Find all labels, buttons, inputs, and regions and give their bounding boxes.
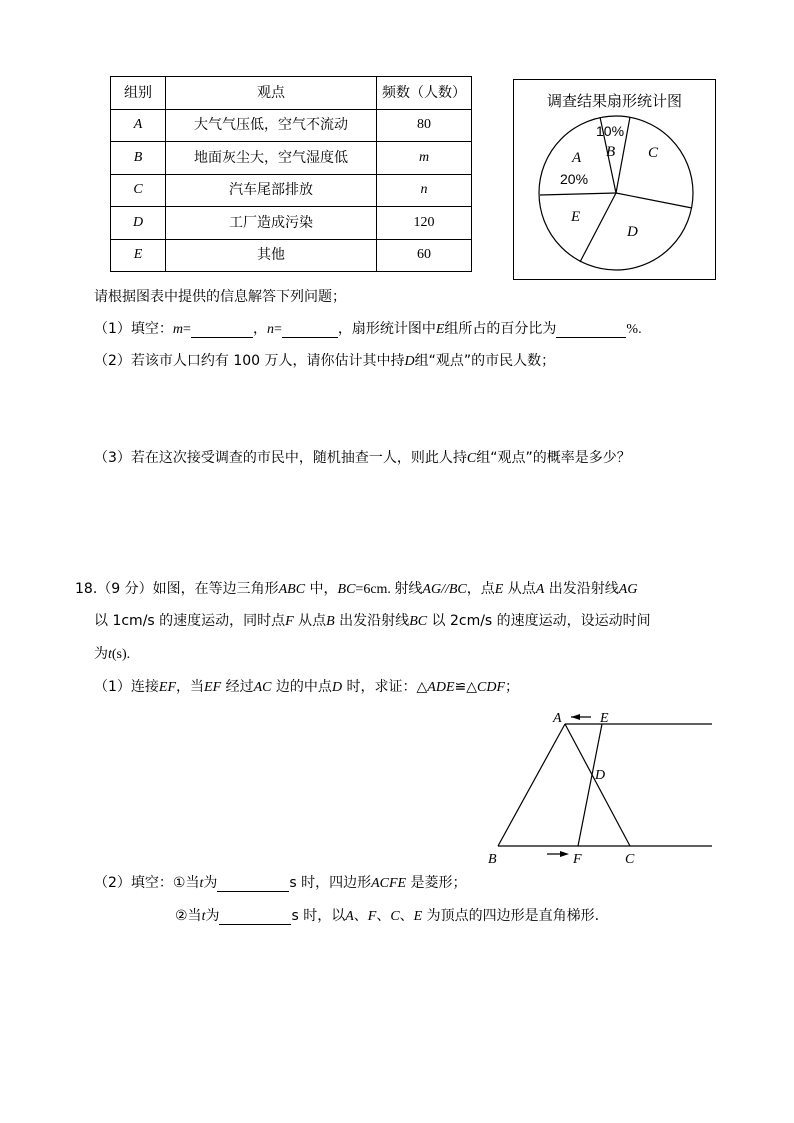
p18-l2-b: 从点: [293, 613, 327, 629]
p18-s1-g: ；: [505, 679, 519, 695]
question-1: [94, 318, 642, 338]
q1-e: E: [435, 322, 445, 337]
answer-blank-t2[interactable]: [219, 908, 291, 925]
q1-sep: ，: [252, 321, 267, 337]
table-row: [111, 207, 472, 240]
q1-pct: %.: [626, 322, 642, 337]
p18-s3-sep1: 、: [353, 908, 368, 924]
p18-l2-c: 出发沿射线: [334, 613, 410, 629]
p18-l1-f: 从点: [503, 581, 536, 597]
cell-view: 工厂造成污染: [166, 207, 377, 240]
cell-count: 60: [377, 239, 472, 272]
p18-l2-d: 以 2cm/s 的速度运动，设运动时间: [427, 613, 651, 629]
p18-s1-dd: D: [331, 680, 343, 695]
p18-s1-f: ≌△: [454, 679, 477, 695]
point-b-label: B: [488, 852, 497, 867]
p18-l1-c: =6cm. 射线: [355, 582, 423, 597]
p18-s1-b: ，当: [176, 679, 205, 695]
p18-s1-ef2: EF: [204, 680, 222, 695]
table-row: [111, 174, 472, 207]
q1-mid: ，扇形统计图中: [337, 321, 436, 337]
cell-view: 其他: [166, 239, 377, 272]
p18-line3: [94, 643, 130, 663]
p18-s2-b: 为: [203, 875, 218, 891]
q1-eq2: =: [273, 322, 282, 337]
p18-s1-cdf: CDF: [477, 680, 505, 695]
p18-s1-e: 时，求证：△: [342, 679, 428, 695]
p18-sub3: [175, 905, 599, 925]
p18-l2-bb: B: [326, 614, 335, 629]
q1-eq1: =: [183, 322, 191, 337]
point-a-label: A: [553, 711, 562, 726]
point-d-label: D: [595, 768, 606, 783]
p18-s3-cc: C: [390, 909, 400, 924]
table-row: [111, 109, 472, 142]
p18-l1-b: 中，: [305, 581, 338, 597]
side-ac: [565, 724, 630, 846]
p18-s1-a: （1）连接: [94, 679, 159, 695]
q1-prefix: （1）填空：: [94, 321, 173, 337]
cell-view: 大气气压低，空气不流动: [166, 109, 377, 142]
cell-count: m: [377, 142, 472, 175]
side-ab: [498, 724, 565, 846]
pie-divider-d-e: [580, 193, 616, 262]
p18-line1: [75, 578, 637, 598]
question-3: [94, 447, 631, 467]
q1-n: n: [266, 322, 274, 337]
p18-s2-a: （2）填空：①当: [94, 875, 200, 891]
header-count: 频数（人数）: [377, 77, 472, 110]
p18-l1-ag: AG: [618, 582, 638, 597]
p18-l1-d: ，点: [466, 581, 495, 597]
cell-view: 地面灰尘大，空气湿度低: [166, 142, 377, 175]
question-2: [94, 350, 555, 370]
p18-s3-a2: A: [345, 909, 354, 924]
pie-label-c: C: [648, 145, 659, 161]
pie-label-b-pct: 10%: [596, 123, 625, 139]
p18-s3-sep2: 、: [376, 908, 391, 924]
p18-sub1: [94, 676, 519, 696]
cell-group: D: [111, 207, 166, 240]
pie-chart-title: 调查结果扇形统计图: [546, 92, 682, 110]
pie-label-b: B: [606, 144, 616, 160]
q2-text1: （2）若该市人口约有 100 万人，请你估计其中持: [94, 353, 405, 369]
p18-s2-c: s 时，四边形: [289, 875, 372, 891]
point-f-label: F: [573, 852, 582, 867]
point-e-label: E: [600, 711, 609, 726]
pie-divider-e-a: [540, 193, 616, 195]
p18-s1-d: 边的中点: [271, 679, 332, 695]
header-group: 组别: [111, 77, 166, 110]
pie-chart-box: [513, 79, 716, 280]
p18-l2-a: 以 1cm/s 的速度运动，同时点: [94, 613, 286, 629]
cell-view: 汽车尾部排放: [166, 174, 377, 207]
p18-s2-t: t: [199, 876, 204, 891]
pie-label-d: D: [627, 224, 638, 240]
p18-s3-f: F: [367, 909, 377, 924]
q3-text2: 组“观点”的概率是多少？: [476, 450, 631, 466]
q3-text1: （3）若在这次接受调查的市民中，随机抽查一人，则此人持: [94, 450, 467, 466]
p18-s2-d: 是菱形；: [406, 875, 467, 891]
p18-l1-abc: ABC: [278, 582, 306, 597]
pie-label-a: A: [572, 150, 582, 166]
p18-s3-t: t: [201, 909, 206, 924]
p18-l1-agbc: AG//BC: [422, 582, 467, 597]
p18-l3-b: (s).: [111, 647, 131, 662]
table-row: [111, 142, 472, 175]
p18-line2: [94, 610, 651, 630]
pie-label-e: E: [571, 209, 581, 225]
p18-s3-e: E: [413, 909, 423, 924]
p18-s1-c: 经过: [221, 679, 254, 695]
geometry-figure: [485, 706, 715, 868]
p18-l1-e: E: [494, 582, 504, 597]
table-header-row: [111, 77, 472, 110]
left-arrow-icon: [571, 714, 580, 720]
cell-count: 80: [377, 109, 472, 142]
right-arrow-icon: [560, 851, 569, 857]
p18-s3-b: 为: [205, 908, 220, 924]
answer-blank-n[interactable]: [282, 321, 338, 338]
segment-ef: [578, 724, 602, 846]
p18-s3-c: s 时，以: [291, 908, 346, 924]
p18-l3-a: 为: [94, 646, 108, 662]
p18-s3-d: 为顶点的四边形是直角梯形.: [422, 908, 600, 924]
answer-blank-m[interactable]: [191, 321, 253, 338]
p18-l2-bc: BC: [409, 614, 428, 629]
q1-tail: 组所占的百分比为: [444, 321, 557, 337]
p18-s2-acfe: ACFE: [371, 876, 407, 891]
header-view: 观点: [166, 77, 377, 110]
p18-s1-ade: ADE: [427, 680, 455, 695]
p18-s1-ef: EF: [158, 680, 177, 695]
p18-l2-f: F: [285, 614, 294, 629]
q2-text2: 组“观点”的市民人数；: [414, 353, 556, 369]
pie-label-a-pct: 20%: [560, 171, 589, 187]
pie-divider-c-d: [616, 193, 692, 208]
answer-blank-t1[interactable]: [217, 875, 289, 892]
p18-l1-a: 18.（9 分）如图，在等边三角形: [75, 581, 279, 597]
survey-table: [110, 76, 472, 272]
point-c-label: C: [625, 852, 635, 867]
q2-d: D: [404, 354, 415, 369]
p18-s1-ac: AC: [253, 680, 272, 695]
p18-l1-a2: A: [535, 582, 545, 597]
p18-l1-bc: BC: [337, 582, 356, 597]
cell-count: 120: [377, 207, 472, 240]
q1-m: m: [172, 322, 184, 337]
intro-text: 请根据图表中提供的信息解答下列问题；: [94, 289, 346, 305]
p18-s3-a: ②当: [175, 908, 202, 924]
p18-l1-g: 出发沿射线: [544, 581, 619, 597]
cell-group: B: [111, 142, 166, 175]
cell-count: n: [377, 174, 472, 207]
cell-group: E: [111, 239, 166, 272]
answer-blank-pct[interactable]: [556, 321, 626, 338]
table-row: [111, 239, 472, 272]
p18-sub2: [94, 872, 467, 892]
cell-group: C: [111, 174, 166, 207]
pie-chart-svg: [514, 80, 715, 279]
cell-group: A: [111, 109, 166, 142]
p18-l3-t: t: [108, 647, 112, 662]
p18-s3-sep3: 、: [399, 908, 414, 924]
q3-c: C: [466, 451, 477, 466]
